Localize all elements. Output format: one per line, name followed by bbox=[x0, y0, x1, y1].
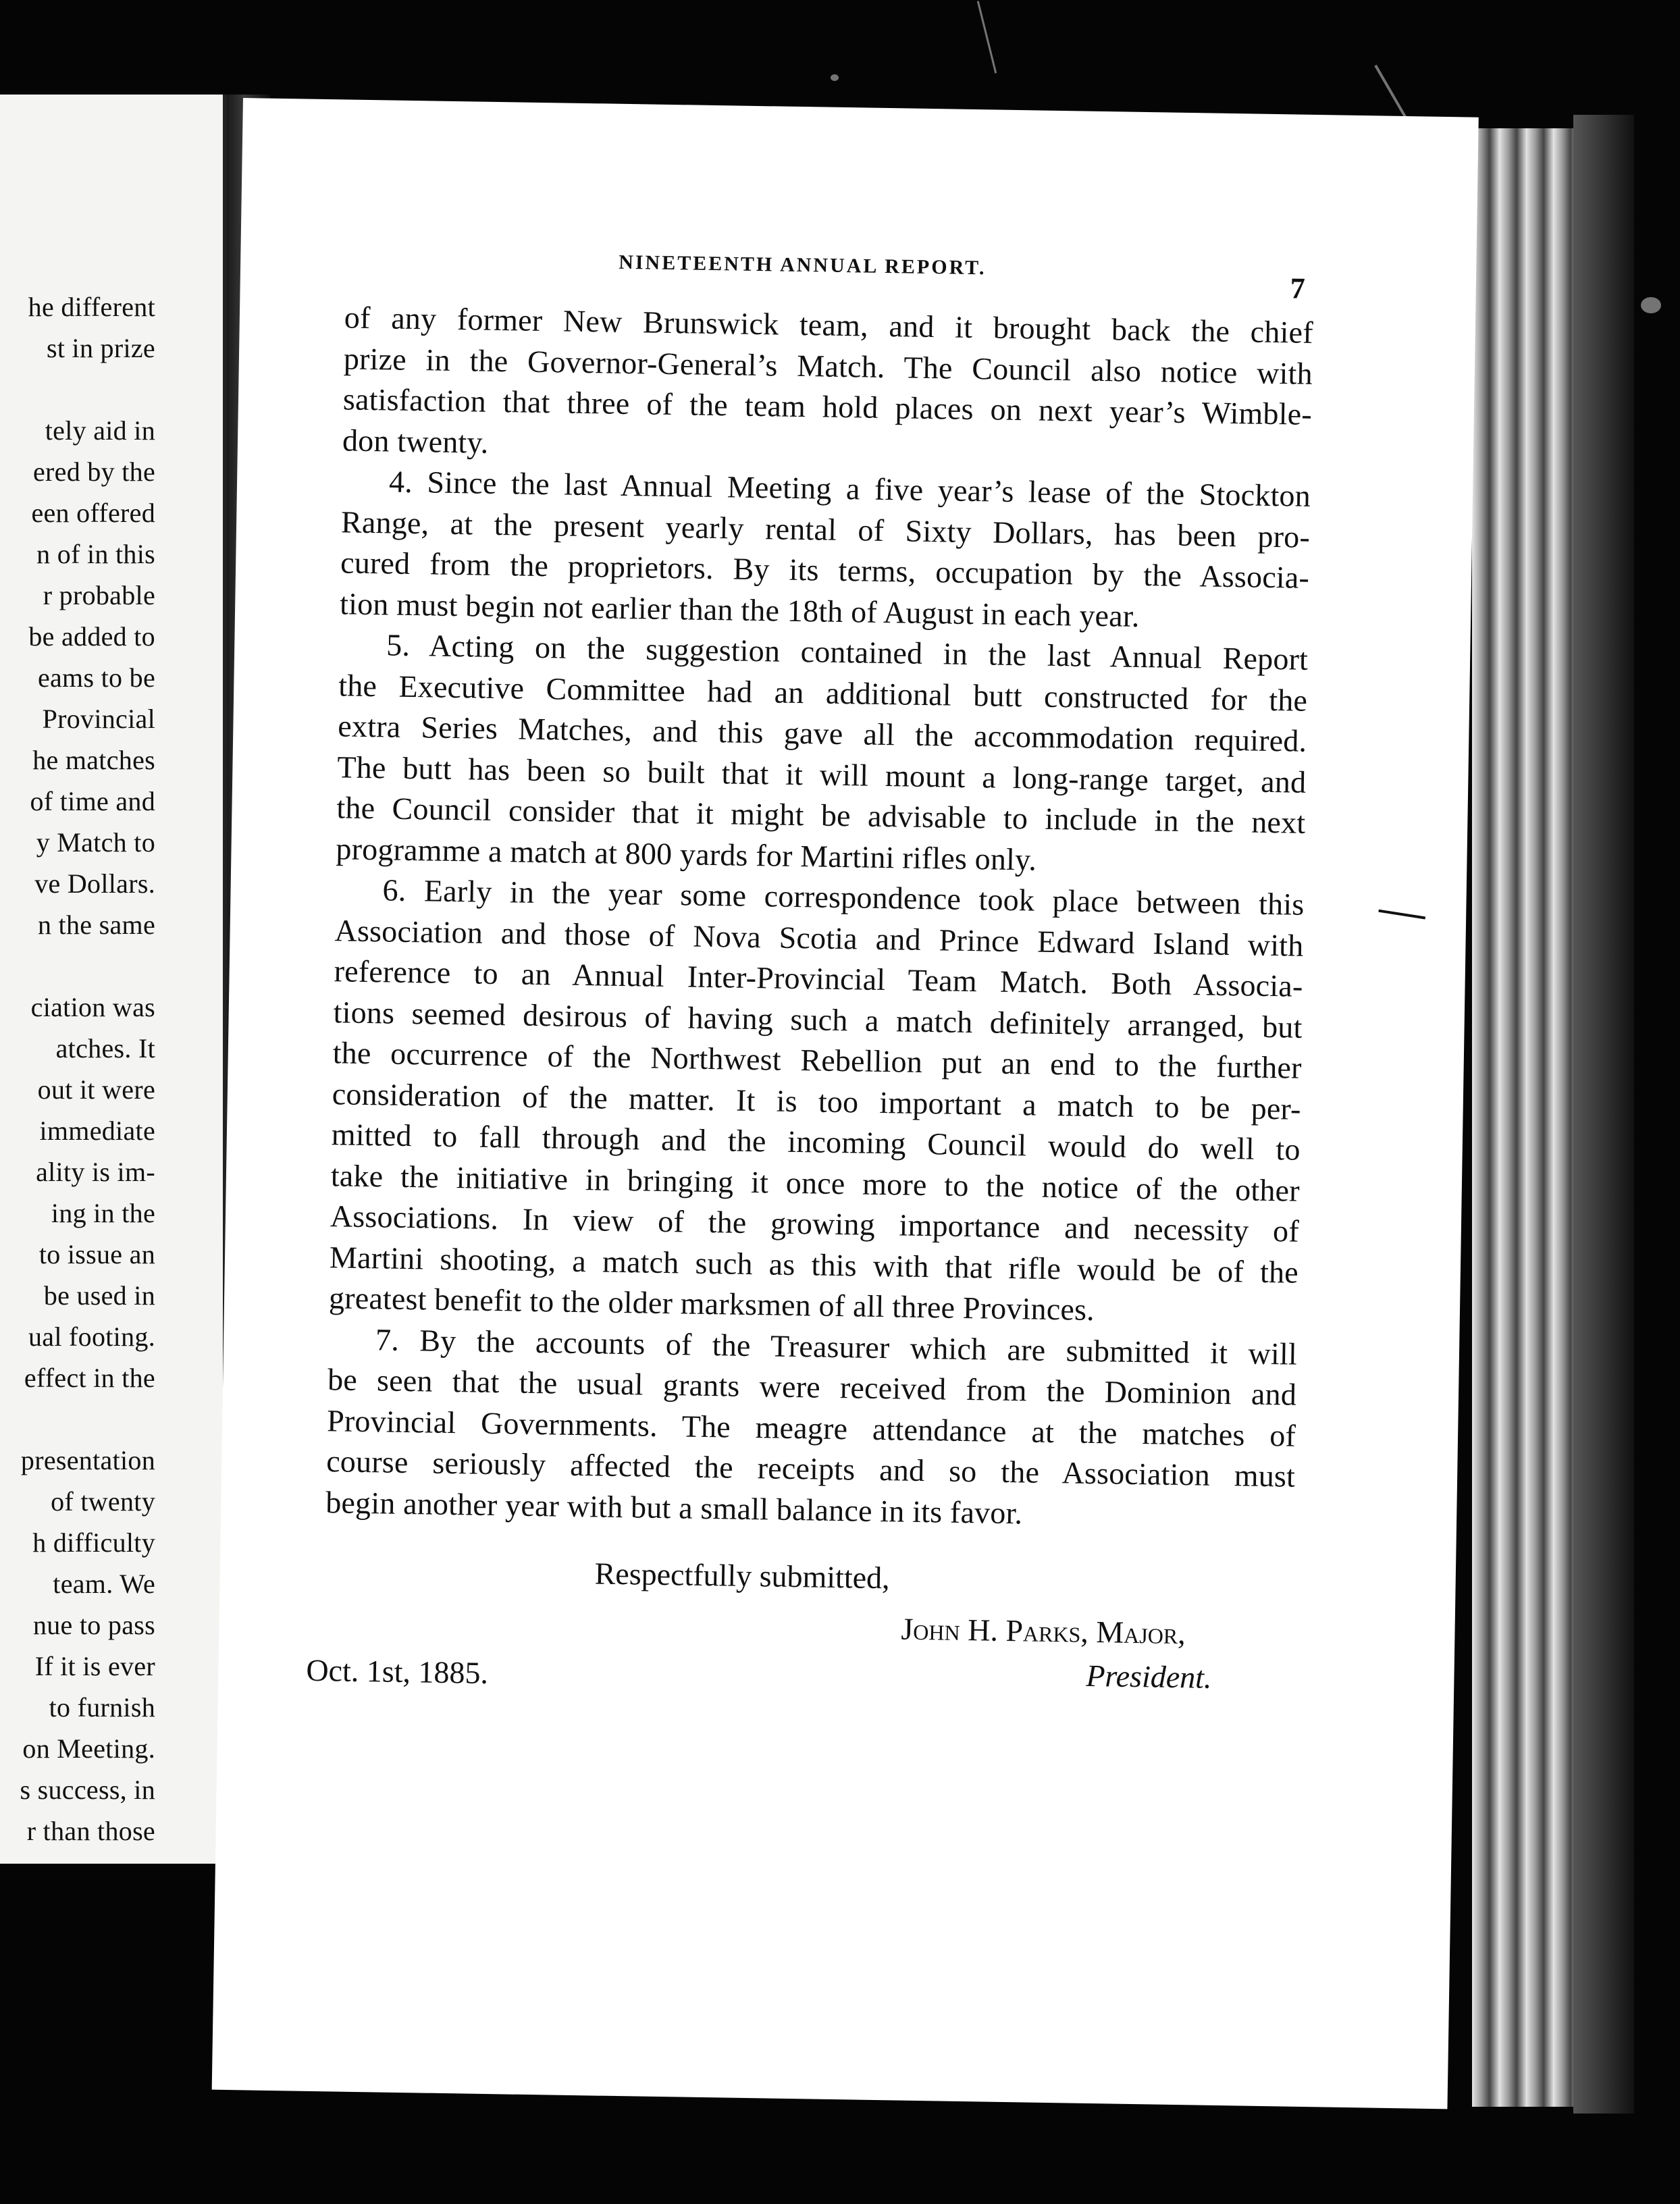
body-line: Range, at the present yearly rental of Sixty Dollars, has been pro- bbox=[340, 504, 1311, 554]
body-line: be seen that the usual grants were received from the Dominion and bbox=[327, 1362, 1297, 1412]
running-head: NINETEENTH ANNUAL REPORT. bbox=[618, 251, 987, 280]
film-scratch bbox=[1641, 297, 1661, 313]
body-line: Provincial Governments. The meagre attendance at the matches of bbox=[326, 1403, 1296, 1453]
body-line: 7. By the accounts of the Treasurer which are submitted it will bbox=[375, 1322, 1298, 1371]
left-page-line: n the same bbox=[37, 910, 155, 940]
body-line: course seriously affected the receipts and so the Association must bbox=[325, 1444, 1296, 1494]
body-line: satisfaction that three of the team hold places on next year’s Wimble- bbox=[342, 382, 1313, 431]
margin-mark bbox=[1378, 910, 1425, 920]
left-page-line: of twenty bbox=[51, 1486, 155, 1517]
left-page-line: n of in this bbox=[36, 539, 155, 569]
left-page-line: team. We bbox=[53, 1569, 155, 1599]
body-line: take the initiative in bringing it once more to the notice of the other bbox=[330, 1158, 1301, 1208]
body-line: prize in the Governor-General’s Match. The Council also notice with bbox=[343, 341, 1313, 391]
body-line: Associations. In view of the growing importance and necessity of bbox=[330, 1199, 1300, 1249]
closing: Respectfully submitted, bbox=[594, 1556, 891, 1596]
left-page-line: ciation was bbox=[30, 992, 155, 1022]
left-page-line: een offered bbox=[31, 498, 155, 528]
left-page-line: be used in bbox=[43, 1280, 155, 1311]
body-line: 6. Early in the year some correspondence took place between this bbox=[382, 872, 1305, 922]
left-page-line: atches. It bbox=[55, 1033, 155, 1064]
body-line: mitted to fall through and the incoming Council would do well to bbox=[331, 1117, 1301, 1167]
body-line: tion must begin not earlier than the 18th of August in each year. bbox=[339, 586, 1140, 633]
signer-title: President. bbox=[1086, 1658, 1212, 1695]
page-number: 7 bbox=[1290, 271, 1306, 305]
left-page-line: immediate bbox=[39, 1116, 155, 1146]
left-page-line: nue to pass bbox=[32, 1610, 155, 1640]
left-page-line: ing in the bbox=[51, 1198, 155, 1228]
left-page-line: r probable bbox=[43, 580, 155, 610]
left-page-line: he different bbox=[28, 292, 155, 322]
left-page-line: presentation bbox=[20, 1445, 155, 1475]
left-page-line: s success, in bbox=[20, 1775, 155, 1805]
left-page-line: y Match to bbox=[36, 827, 155, 858]
left-page-line: ual footing. bbox=[28, 1321, 155, 1352]
body-line: extra Series Matches, and this gave all the accommodation required. bbox=[338, 708, 1307, 758]
book-cover-edge bbox=[1573, 115, 1634, 2114]
left-page-line: eams to be bbox=[37, 662, 155, 693]
body-line: The butt has been so built that it will mount a long-range target, and bbox=[337, 750, 1307, 799]
body-line: 5. Acting on the suggestion contained in the last Annual Report bbox=[386, 627, 1309, 677]
body-line: of any former New Brunswick team, and it brought back the chief bbox=[344, 300, 1314, 350]
left-page-line: of time and bbox=[30, 786, 155, 816]
body-line: don twenty. bbox=[342, 423, 489, 460]
left-page-line: to issue an bbox=[38, 1239, 155, 1269]
left-page-line: Provincial bbox=[42, 704, 155, 734]
left-page-line: to furnish bbox=[49, 1692, 155, 1723]
body-line: programme a match at 800 yards for Martini rifles only. bbox=[336, 831, 1037, 877]
left-page-line: h difficulty bbox=[32, 1527, 155, 1558]
body-line: tions seemed desirous of having such a match definitely arranged, but bbox=[333, 995, 1303, 1045]
film-scratch bbox=[831, 74, 839, 81]
left-page-line: r than those bbox=[26, 1816, 155, 1846]
left-page-line: effect in the bbox=[24, 1363, 155, 1393]
body-line: cured from the proprietors. By its terms, occupation by the Associa- bbox=[340, 545, 1310, 595]
left-page bbox=[0, 95, 227, 1864]
body-line: the Executive Committee had an additional butt constructed for the bbox=[338, 668, 1308, 718]
left-page-line: he matches bbox=[32, 745, 155, 775]
left-page-line: If it is ever bbox=[34, 1651, 155, 1681]
body-line: greatest benefit to the older marksmen of all three Provinces. bbox=[328, 1280, 1095, 1328]
left-page-line: on Meeting. bbox=[22, 1733, 155, 1764]
left-page-line: be added to bbox=[28, 621, 155, 652]
body-line: Association and those of Nova Scotia and Prince Edward Island with bbox=[334, 913, 1304, 963]
body-line: the occurrence of the Northwest Rebellion put an end to the further bbox=[332, 1035, 1303, 1085]
body-line: reference to an Annual Inter-Provincial Team Match. Both Associa- bbox=[334, 953, 1303, 1003]
right-page bbox=[212, 98, 1479, 2109]
left-page-line: tely aid in bbox=[45, 415, 155, 446]
left-page-line: st in prize bbox=[46, 333, 155, 363]
left-page-line: out it were bbox=[37, 1074, 155, 1105]
body-line: Martini shooting, a match such as this with that rifle would be of the bbox=[329, 1240, 1299, 1290]
body-line: 4. Since the last Annual Meeting a five year’s lease of the Stockton bbox=[388, 464, 1311, 513]
left-page-line: ality is im- bbox=[36, 1157, 155, 1187]
left-page-line: ve Dollars. bbox=[34, 868, 155, 899]
report-date: Oct. 1st, 1885. bbox=[306, 1652, 489, 1690]
body-line: begin another year with but a small balance in its favor. bbox=[325, 1485, 1023, 1531]
signer: John H. Parks, Major, bbox=[901, 1611, 1186, 1651]
body-line: consideration of the matter. It is too important a match to be per- bbox=[332, 1076, 1302, 1126]
left-page-line: ered by the bbox=[33, 456, 155, 487]
body-line: the Council consider that it might be advisable to include in the next bbox=[336, 790, 1306, 840]
